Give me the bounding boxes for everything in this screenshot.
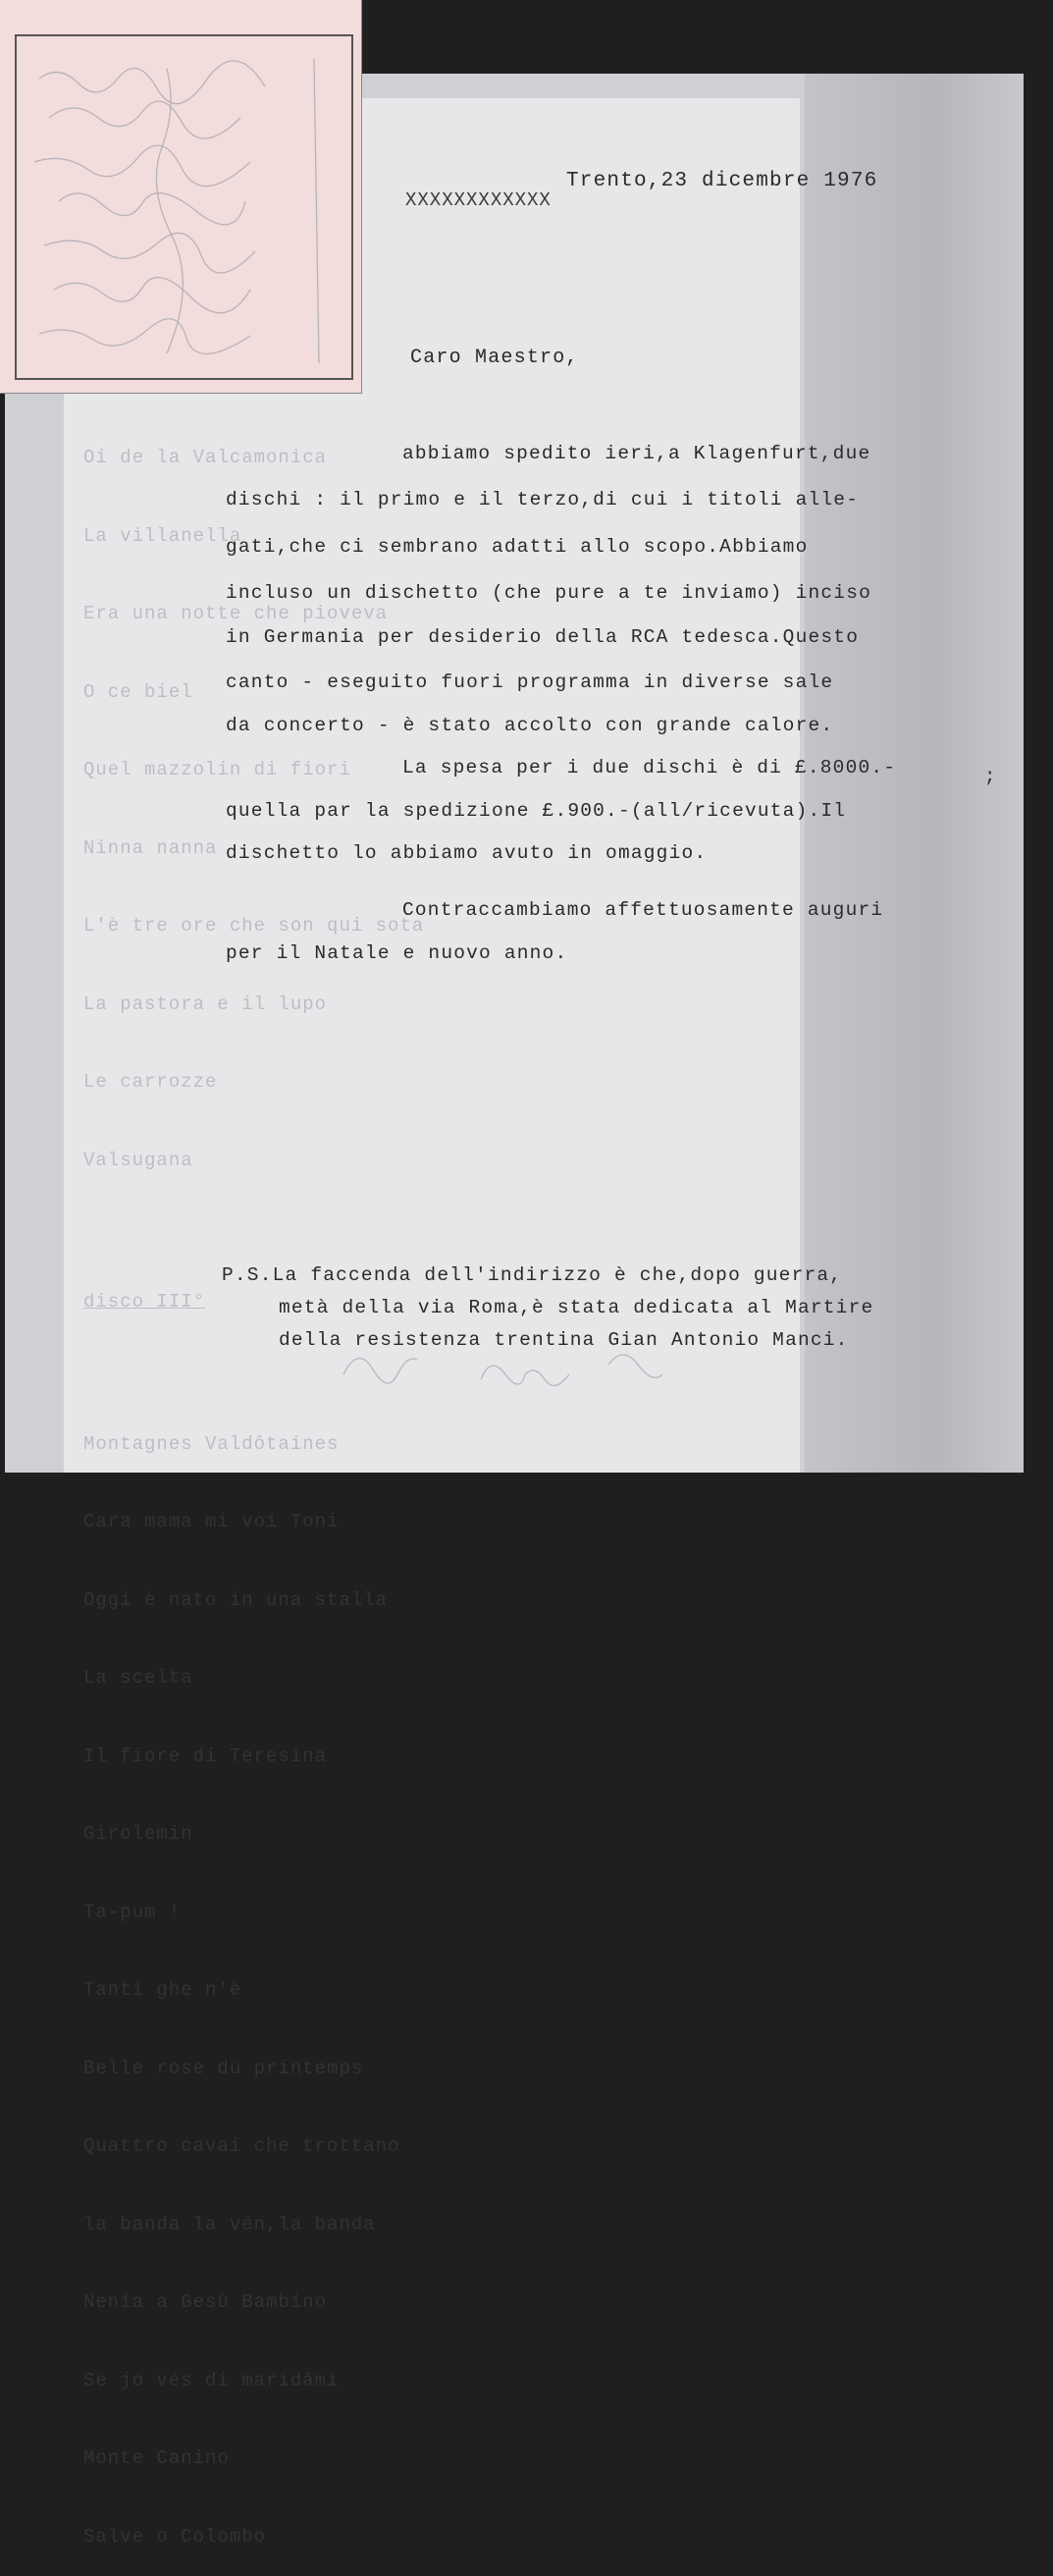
bleed-line: la banda la vén,la banda [83, 2213, 376, 2235]
bleed-line: Il fiore di Teresina [83, 1744, 328, 1767]
body-line: in Germania per desiderio della RCA tedesca.Questo [226, 626, 860, 648]
body-line: canto - eseguito fuori programma in diverse sale [226, 671, 834, 693]
body-line: dischi : il primo e il terzo,di cui i titoli alle- [226, 489, 860, 510]
bleed-line: Oggi è nato in una stalla [83, 1588, 389, 1611]
body-line: abbiamo spedito ieri,a Klagenfurt,due [402, 443, 871, 464]
ps-line: della resistenza trentina Gian Antonio Manci. [279, 1329, 849, 1351]
bleed-line: Montagnes Valdôtaines [83, 1432, 340, 1455]
struck-out-text: XXXXXXXXXXXX [405, 189, 552, 211]
bleed-line: Nenia a Gesù Bambino [83, 2291, 328, 2313]
bleed-line: L'è tre ore che son qui sota [83, 915, 425, 937]
bleed-line: Ta-pum ! [83, 1901, 182, 1923]
bleed-line: Se jo vés di maridâmi [83, 2369, 340, 2391]
bleed-line: Ninna nanna [83, 836, 218, 859]
stray-semicolon: ; [984, 766, 996, 787]
body-line: per il Natale e nuovo anno. [226, 942, 568, 964]
bleed-line: Cara mama mi voi Toni [83, 1511, 340, 1532]
bleed-line: O ce biel [83, 680, 193, 703]
bleed-line: Salve o Colombo [83, 2525, 267, 2548]
bleed-line: Era una notte che pioveva [83, 603, 389, 624]
body-line: dischetto lo abbiamo avuto in omaggio. [226, 842, 708, 864]
ps-line: P.S.La faccenda dell'indirizzo è che,dopo guerra, [222, 1264, 843, 1286]
bleed-line: Valsugana [83, 1149, 193, 1171]
bleed-line: La scelta [83, 1667, 193, 1689]
bleed-disc-heading: disco III° [83, 1291, 206, 1313]
faint-signature-icon [334, 1335, 687, 1394]
letter-salutation: Caro Maestro, [410, 347, 579, 369]
bleed-line: Quattro cavai che trottano [83, 2135, 400, 2157]
bleed-line: Girolemin [83, 1823, 193, 1845]
body-line: da concerto - è stato accolto con grande calore. [226, 715, 834, 736]
bleed-line: La villanella [83, 524, 242, 547]
bleed-line: Tanti ghe n'è [83, 1979, 242, 2001]
body-line: Contraccambiamo affettuosamente auguri [402, 899, 884, 921]
bleed-line: Quel mazzolin di fiori [83, 759, 351, 780]
ps-line: metà della via Roma,è stata dedicata al Martire [279, 1297, 874, 1318]
bleed-line: La pastora e il lupo [83, 993, 328, 1015]
body-line: quella par la spedizione £.900.-(all/ricevuta).Il [226, 800, 847, 822]
body-line: incluso un dischetto (che pure a te inviamo) inciso [226, 582, 871, 604]
handwritten-note [0, 0, 362, 394]
letter-date: Trento,23 dicembre 1976 [566, 170, 878, 192]
bleed-line: Belle rose du printemps [83, 2057, 364, 2079]
handwritten-note-icon [20, 39, 348, 373]
bleed-line: Oi de la Valcamonica [83, 447, 328, 468]
body-line: gati,che ci sembrano adatti allo scopo.Abbiamo [226, 536, 809, 558]
body-line: La spesa per i due dischi è di £.8000.- [402, 757, 897, 778]
bleed-line: Le carrozze [83, 1071, 218, 1093]
bleed-line: Monte Canino [83, 2447, 230, 2469]
